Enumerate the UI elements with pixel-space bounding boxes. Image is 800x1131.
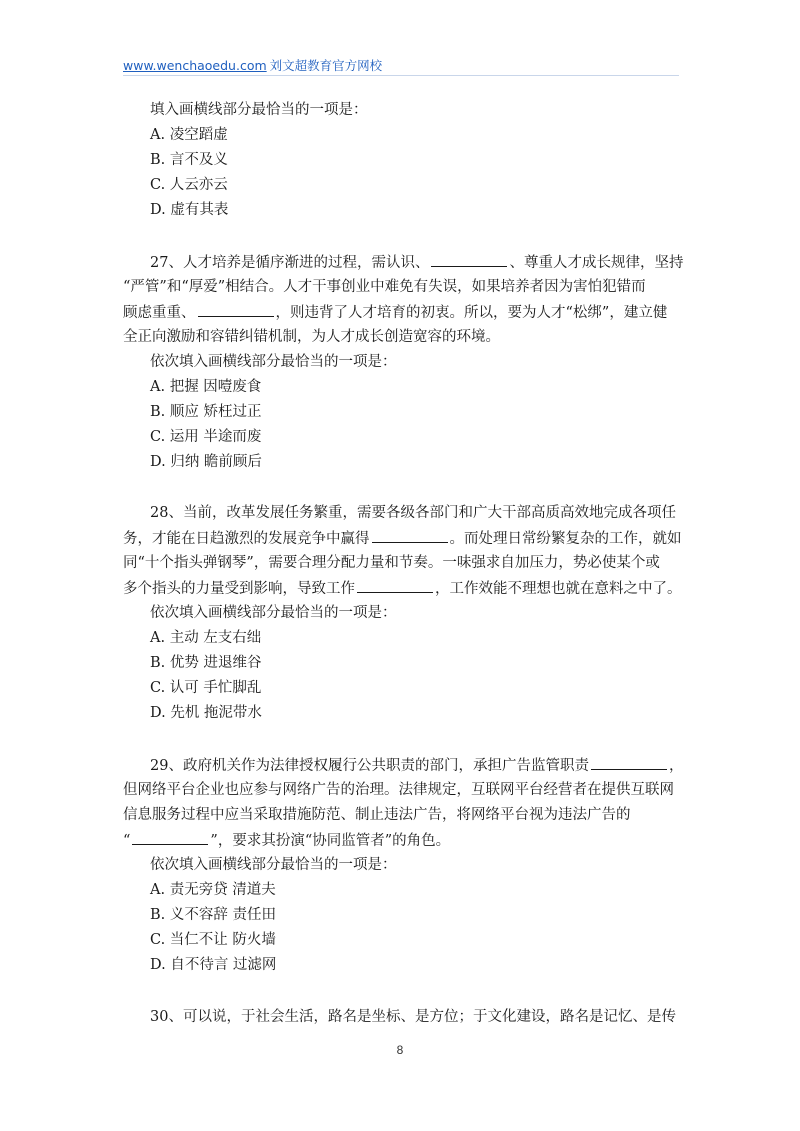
q29-text: 29、政府机关作为法律授权履行公共职责的部门，承担广告监管职责 xyxy=(150,758,589,774)
q27-blank-2 xyxy=(198,302,274,317)
q27-option-c: C. 运用 半途而废 xyxy=(150,429,262,445)
q30-text-line-1: 30、可以说，于社会生活，路名是坐标、是方位；于文化建设，路名是记忆、是传 xyxy=(150,1009,676,1025)
q27-text-line-2: “严管”和“厚爱”相结合。人才干事创业中难免有失误，如果培养者因为害怕犯错而 xyxy=(123,279,646,295)
header-url-link[interactable]: www.wenchaoedu.com xyxy=(123,58,267,73)
q28-option-a: A. 主动 左支右绌 xyxy=(150,630,262,646)
q27-text: 27、人才培养是循序渐进的过程，需认识、 xyxy=(150,255,430,271)
q29-text-line-1 xyxy=(150,755,683,776)
q29-text-line-2: 但网络平台企业也应参与网络广告的治理。法律规定，互联网平台经营者在提供互联网 xyxy=(123,782,674,798)
q26-option-c: C. 人云亦云 xyxy=(150,177,228,193)
q26-option-b: B. 言不及义 xyxy=(150,152,228,168)
q29-blank-1 xyxy=(591,755,667,770)
q29-option-b: B. 义不容辞 责任田 xyxy=(150,907,276,923)
q27-text: 顾虑重重、 xyxy=(123,305,196,321)
q27-text: ，则违背了人才培育的初衷。所以，要为人才“松绑”，建立健 xyxy=(275,305,668,321)
q28-text-line-2 xyxy=(123,528,682,549)
q27-option-b: B. 顺应 矫枉过正 xyxy=(150,404,262,420)
q27-blank-1 xyxy=(431,252,507,267)
q27-text-line-1 xyxy=(150,252,683,273)
page-number: 8 xyxy=(396,1043,404,1057)
q29-text: ， xyxy=(668,758,684,774)
q27-text-line-4: 全正向激励和容错纠错机制，为人才成长创造宽容的环境。 xyxy=(123,329,500,345)
q28-option-c: C. 认可 手忙脚乱 xyxy=(150,680,262,696)
q28-blank-1 xyxy=(372,528,448,543)
q29-option-c: C. 当仁不让 防火墙 xyxy=(150,932,276,948)
q29-blank-2 xyxy=(132,830,208,845)
q28-prompt: 依次填入画横线部分最恰当的一项是： xyxy=(150,605,397,621)
q27-prompt: 依次填入画横线部分最恰当的一项是： xyxy=(150,354,397,370)
q29-option-d: D. 自不待言 过滤网 xyxy=(150,957,277,973)
q29-text-line-3: 信息服务过程中应当采取措施防范、制止违法广告，将网络平台视为违法广告的 xyxy=(123,807,631,823)
q28-text: 。而处理日常纷繁复杂的工作，就如 xyxy=(449,531,682,547)
q27-text: 、尊重人才成长规律，坚持 xyxy=(509,255,684,271)
page-header xyxy=(123,56,382,74)
q28-text-line-4 xyxy=(123,578,682,599)
q26-option-d: D. 虚有其表 xyxy=(150,202,229,218)
q28-option-b: B. 优势 进退维谷 xyxy=(150,655,262,671)
q29-text: “ xyxy=(123,833,131,849)
q28-text: 多个指头的力量受到影响，导致工作 xyxy=(123,581,355,597)
q28-blank-2 xyxy=(357,578,433,593)
q27-option-a: A. 把握 因噎废食 xyxy=(150,379,262,395)
q28-text-line-3: 同“十个指头弹钢琴”，需要合理分配力量和节奏。一味强求自加压力，势必使某个或 xyxy=(123,555,660,571)
q28-option-d: D. 先机 拖泥带水 xyxy=(150,705,262,721)
q26-option-a: A. 凌空蹈虚 xyxy=(150,127,228,143)
q29-option-a: A. 责无旁贷 清道夫 xyxy=(150,882,276,898)
q28-text: 务，才能在日趋激烈的发展竞争中赢得 xyxy=(123,531,370,547)
q26-prompt: 填入画横线部分最恰当的一项是： xyxy=(150,102,368,118)
q29-prompt: 依次填入画横线部分最恰当的一项是： xyxy=(150,857,397,873)
header-school-name: 刘文超教育官方网校 xyxy=(269,58,383,73)
q29-text: ”，要求其扮演“协同监管者”的角色。 xyxy=(210,833,451,849)
q27-text-line-3 xyxy=(123,302,667,323)
header-divider xyxy=(123,75,679,76)
q28-text-line-1: 28、当前，改革发展任务繁重，需要各级各部门和广大干部高质高效地完成各项任 xyxy=(150,505,676,521)
q27-option-d: D. 归纳 瞻前顾后 xyxy=(150,454,262,470)
q29-text-line-4 xyxy=(123,830,450,851)
q28-text: ，工作效能不理想也就在意料之中了。 xyxy=(435,581,682,597)
